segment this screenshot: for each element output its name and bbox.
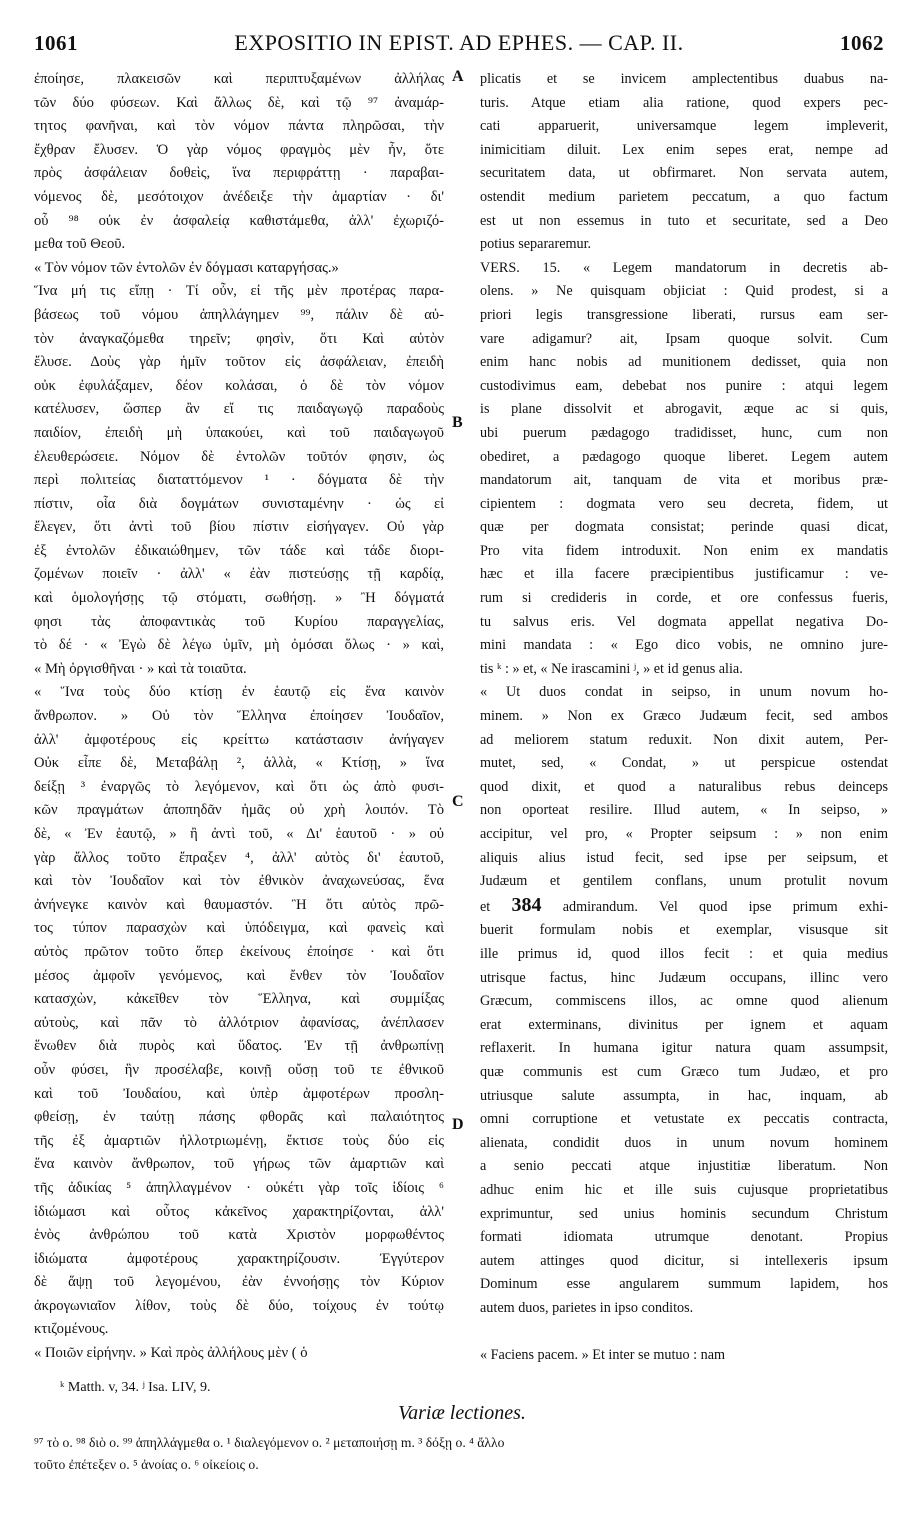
latin-text-line: utrisque factus, hinc Judæum occupans, illinc vero (480, 969, 888, 986)
greek-text-line: φθείσῃ, ἐν ταύτῃ πάσης φθορᾶς καὶ παλαιότητος (34, 1109, 444, 1126)
latin-text-line: a senio peccati atque injustitiæ liberatum. Non (480, 1158, 888, 1175)
latin-text-line: vare adigamur? ait, Ipsam quoque solvit. Cum (480, 330, 888, 347)
latin-text-line: hæc et illa facere præcipientibus justificamur : ve- (480, 566, 888, 583)
greek-text-line: ἀκρογωνιαῖον λίθον, τοὺς δὲ δύο, τοίχους ἐν τούτῳ (34, 1297, 444, 1314)
latin-text-line: quæ communis est cum Græco tum Judæo, et pro (480, 1063, 888, 1080)
latin-text-line: non oporteat resilire. Illud autem, « In seipso, » (480, 802, 888, 819)
latin-text-line: obediret, a pædagogo quoque liberet. Legem autem (480, 448, 888, 465)
greek-text-line: ἰδιώμασι καὶ οὗτος κἀκεῖνος χαρακτηρίζονται, ἀλλ' (34, 1203, 444, 1220)
latin-text-line: utriusque salute assumpta, in hac, inquam, ab (480, 1087, 888, 1104)
latin-text-line: aliquis alius istud fecit, sed ipse per seipsum, et (480, 849, 888, 866)
latin-text-line: priori legis transgressione liberati, rursus eam ser- (480, 306, 888, 323)
greek-text-line: ἐλευθερώσειε. Νόμον δὲ ἐντολῶν τοῦτόν φησιν, ὡς (34, 448, 444, 465)
greek-text-line: ἑνὸς ἀνθρώπου τοῦ κατὰ Χριστὸν μορφωθέντος (34, 1227, 444, 1244)
greek-text-line: περὶ πολιτείας διαταττόμενον ¹ · δόγματα δὲ τὴν (34, 472, 444, 489)
latin-text-line: enim hanc nobis ad munitionem dedisset, quia non (480, 354, 888, 371)
margin-letter-c: C (452, 793, 464, 810)
greek-text-line: καὶ τὸν Ἰουδαῖον καὶ τὸν ἐθνικὸν ἀναχωνεύσας, ἕνα (34, 873, 444, 890)
latin-text-line: securitatem data, ut obfirmaret. Non servata autem, (480, 165, 888, 182)
latin-text-line: omni corruptione et vetustate ex peccatis contracta, (480, 1111, 888, 1128)
latin-text-line: tu salvus eris. Vel dogmata appellat negativa Do- (480, 613, 888, 630)
latin-text-line: Dominum esse angularem summum lapidem, hos (480, 1276, 888, 1293)
latin-text-line: erat exterminans, divinitus per ignem et aquam (480, 1016, 888, 1033)
latin-text-line: inimicitiam diluit. Lex enim sepes erat, nempe ad (480, 141, 888, 158)
greek-text-line: φησι τὰς ἀποφαντικὰς τοῦ Κυρίου παραγγελίας, (34, 613, 444, 630)
margin-letter-d: D (452, 1116, 464, 1133)
latin-text-column (480, 68, 888, 1368)
greek-text-line: καὶ ὁμολογήσῃς τῷ στόματι, σωθήσῃ. » Ἢ δόγματά (34, 590, 444, 607)
greek-text-line: δὲ, « Ἐν ἑαυτῷ, » ἢ ἀντὶ τοῦ, « Δι' ἑαυτοῦ · » οὐ (34, 826, 444, 842)
latin-text-line: Græcum, commiscens illos, ac omne quod alienum (480, 993, 888, 1010)
greek-text-line: « Μὴ ὀργισθῆναι · » καὶ τὰ τοιαῦτα. (34, 660, 247, 677)
greek-text-line: ἰδιώματα ἀμφοτέρους χαρακτηρίζουσιν. Ἐγγύτερον (34, 1250, 444, 1267)
latin-text-line: « Ut duos condat in seipso, in unum novum ho- (480, 684, 888, 701)
greek-text-line: ἔλεγεν, ὅτι ἀντὶ τοῦ βίου πίστιν εἰσήγαγεν. Οὐ γὰρ (34, 519, 444, 536)
latin-text-line: ad meliorem statum reduxit. Non dixit autem, Per- (480, 731, 888, 748)
greek-text-line: νόμενος δὲ, μεσότοιχον ἀνέδειξε τὴν ἁμαρτίαν · δι' (34, 188, 444, 205)
greek-text-line: ἀνήνεγκε καινὸν καὶ θαυμαστόν. Ἢ ὅτι αὐτὸς πρῶ- (34, 896, 444, 913)
latin-text-line: formati idiomata utrumque denotant. Propius (480, 1229, 888, 1246)
greek-text-line: ἕνωθεν διὰ πυρὸς καὶ ὕδατος. Ἐν τῇ ἀνθρωπίνῃ (34, 1038, 444, 1055)
greek-text-line: πρὸς ἀσφάλειαν δοθεὶς, ἵνα περιφράττῃ · παραβαι- (34, 165, 444, 182)
greek-text-line: « Ποιῶν εἰρήνην. » Καὶ πρὸς ἀλλήλους μὲν ( ὁ (34, 1345, 308, 1362)
greek-text-line: κῶν πραγμάτων ἀποπηδᾶν ἡμᾶς οὐ χρὴ λοιπόν. Τὸ (34, 802, 444, 819)
latin-text-line: rum si credideris in corde, et ore confessus fueris, (480, 590, 888, 607)
greek-text-line: Οὐκ εἶπε δὲ, Μεταβάλῃ ², ἀλλὰ, « Κτίσῃ, » ἵνα (34, 755, 444, 772)
variant-readings (34, 1432, 884, 1476)
greek-text-line: πίστιν, οἷα διὰ δογμάτων συνισταμένην · ὡς εἰ (34, 495, 444, 512)
greek-text-line: καὶ τοῦ Ἰουδαίου, καὶ ὑπὲρ ἀμφοτέρων προσλη- (34, 1085, 444, 1102)
greek-text-line: ἕνα καινὸν ἄνθρωπον, τοῦ γήρως τῶν ἁμαρτιῶν καὶ (34, 1156, 444, 1173)
greek-text-line: ἐξ ἐντολῶν ἐδικαιώθημεν, τῶν τάδε καὶ τάδε διορι- (34, 542, 444, 559)
latin-text-line: adhuc enim hic et ille suis cujusque proprietatibus (480, 1181, 888, 1198)
greek-text-line: οὐκ ἐφυλάξαμεν, δέον κολάσαι, ὁ δὲ τὸν νόμον (34, 377, 444, 394)
latin-text-line: VERS. 15. « Legem mandatorum in decretis ab- (480, 259, 888, 276)
latin-text-line: accipitur, vel pro, « Propter seipsum : » non enim (480, 826, 888, 842)
latin-text-line: plicatis et se invicem amplectentibus duabus na- (480, 71, 888, 87)
latin-text-line: alienata, condidit duos in unum novum hominem (480, 1134, 888, 1151)
latin-text-line: autem duos, parietes in ipso conditos. (480, 1299, 694, 1316)
latin-text-line: « Faciens pacem. » Et inter se mutuo : nam (480, 1347, 726, 1364)
latin-text-line: Pro vita fidem introduxit. Non enim ex mandatis (480, 542, 888, 559)
greek-text-line: τῆς ἀδικίας ⁵ ἀπηλλαγμένον · οὐκέτι γὰρ τοῖς ἰδίοις ⁶ (34, 1179, 444, 1196)
greek-text-line: βάσεως τοῦ νόμου ἀπηλλάγημεν ⁹⁹, πάλιν δὲ αὐ- (34, 306, 444, 323)
latin-text-line: ille primus id, quod illos fecit : et quia medius (480, 945, 888, 962)
folio-marker: 384 (511, 893, 542, 916)
greek-text-line: τὸ δέ · « Ἐγὼ δὲ λέγω ὑμῖν, μὴ ὀμόσαι ὅλως · » καὶ, (34, 637, 444, 654)
variae-lectiones-title: Variæ lectiones. (398, 1402, 526, 1424)
greek-text-line: οὗ ⁹⁸ οὐκ ἐν ἀσφαλείᾳ καθιστάμεθα, ἀλλ' ἐχωριζό- (34, 212, 444, 229)
greek-text-line: ἄνθρωπον. » Οὐ τὸν Ἕλληνα ἐποίησεν Ἰουδαῖον, (34, 708, 444, 725)
margin-letter-b: B (452, 414, 463, 431)
greek-text-line: γὰρ ἄλλος τοῦτο ἔπραξεν ⁴, ἀλλ' αὐτὸς δι' ἑαυτοῦ, (34, 849, 444, 866)
latin-text-line: mutet, sed, « Condat, » ut perspicue ostendat (480, 755, 888, 772)
greek-text-line: κατέλυσεν, ὥσπερ ἂν εἴ τις παιδαγωγῷ παραδοὺς (34, 401, 444, 418)
greek-text-line: τὸν ἀναγκαζόμεθα τηρεῖν; φησὶν, ὅτι Καὶ αὐτὸν (34, 330, 444, 347)
latin-text-line: autem attinges quod dicitur, si intellexeris ipsum (480, 1252, 888, 1269)
variant-line: τοῦτο ἐπέτεξεν ο. ⁵ ἀνοίας ο. ⁶ οἰκείοις ο. (34, 1457, 259, 1472)
latin-text-line: quæ per dogmata consistat; perinde quasi dicat, (480, 519, 888, 536)
latin-text-line: cipientem : dogmata vero seu decreta, fidem, ut (480, 495, 888, 512)
latin-text-line: exprimuntur, sed unius hominis secundum Christum (480, 1205, 888, 1222)
margin-letter-a: A (452, 68, 464, 85)
latin-text-line: ubi puerum pædagogo tradidisset, hunc, cum non (480, 424, 888, 441)
latin-text-line: et 384 admirandum. Vel quod ipse primum exhi- (480, 893, 888, 916)
latin-text-line: reflaxerit. In humana igitur natura quam assumpsit, (480, 1040, 888, 1057)
greek-text-line: αὐτοὺς, καὶ πᾶν τὸ ἀλλότριον ἀφανίσας, ἀνέπλασεν (34, 1014, 444, 1031)
latin-text-line: quod dixit, et quod a naturalibus rebus deinceps (480, 778, 888, 795)
greek-text-line: τητος φανῆναι, καὶ τὸν νόμον πάντα πληρῶσαι, τὴν (34, 118, 444, 135)
greek-text-line: τος τύπον παρασχὼν καὶ ὑπόδειγμα, καὶ φανεὶς καὶ (34, 920, 444, 937)
latin-text-line: est ut non essemus in tuto et securitate, sed a Deo (480, 212, 888, 229)
greek-text-line: ζομένων ποιεῖν · ἀλλ' « ἐὰν πιστεύσῃς τῇ καρδίᾳ, (34, 566, 444, 583)
latin-text-line: tis ᵏ : » et, « Ne irascamini ʲ, » et id genus alia. (480, 660, 743, 677)
greek-text-line: τῆς ἐξ ἁμαρτιῶν ἠλλοτριωμένῃ, ἔκτισε τοὺς δύο εἰς (34, 1132, 444, 1149)
latin-text-line: buerit formulam nobis et exemplar, visusque sit (480, 922, 888, 939)
latin-text-line: ostendit medium parietem peccatum, a quo factum (480, 188, 888, 205)
greek-text-line: ἔλυσε. Δοὺς γὰρ ἡμῖν τοῦτον εἰς ἀσφάλειαν, ἐπειδὴ (34, 354, 444, 371)
page-header (34, 30, 884, 60)
greek-text-line: ἐποίησε, πλακεισῶν καὶ περιπτυξαμένων ἀλλήλας (34, 71, 444, 87)
greek-text-line: « Τὸν νόμον τῶν ἐντολῶν ἐν δόγμασι καταργήσας.» (34, 259, 339, 276)
latin-text-line (480, 1320, 888, 1344)
greek-text-line: « Ἵνα τοὺς δύο κτίσῃ ἐν ἑαυτῷ εἰς ἕνα καινὸν (34, 684, 444, 701)
greek-text-line: κατασχὼν, κἀκεῖθεν τὸν Ἕλληνα, καὶ συμμίξας (34, 991, 444, 1008)
latin-text-line: olens. » Ne quisquam objiciat : Quid prodest, si a (480, 283, 888, 300)
variant-line: ⁹⁷ τὸ ο. ⁹⁸ διὸ ο. ⁹⁹ ἀπηλλάγμεθα ο. ¹ διαλεγόμενον ο. ² μεταποιήσῃ m. ³ δόξῃ ο. ⁴ ἄλλο (34, 1435, 505, 1450)
page-number-left: 1061 (34, 31, 78, 55)
greek-text-line: δείξῃ ³ ἐναργῶς τὸ λεγόμενον, καὶ ὅτι ὡς ἀπὸ φυσι- (34, 778, 444, 795)
latin-text-line: potius separaremur. (480, 236, 592, 253)
latin-text-line: custodivimus eam, debebat nos punire : atqui legem (480, 377, 888, 394)
greek-text-line: τῶν δύο φύσεων. Καὶ ἄλλως δὲ, καὶ τῷ ⁹⁷ ἀναμάρ- (34, 94, 444, 111)
running-title: EXPOSITIO IN EPIST. AD EPHES. — CAP. II. (234, 30, 684, 55)
greek-text-line: μεθα τοῦ Θεοῦ. (34, 236, 126, 253)
greek-text-line: αὐτὸς πρῶτον τοῦτο ὅπερ ἐκείνους ἐποίησε · καὶ ὅτι (34, 943, 444, 960)
greek-text-line: κτιζομένους. (34, 1321, 109, 1338)
greek-text-line: δὲ ἅψῃ τοῦ λεγομένου, ἐὰν ἐννοήσῃς τὸν Κύριον (34, 1274, 444, 1291)
greek-text-line: Ἵνα μή τις εἴπῃ · Τί οὖν, εἰ τῆς μὲν προτέρας παρα- (34, 283, 444, 300)
greek-text-column (34, 68, 444, 1366)
greek-text-line: μέσος ἀμφοῖν γενόμενος, καὶ ἔνθεν τὸν Ἰουδαῖον (34, 967, 444, 984)
greek-text-line: ἀλλ' ἀμφοτέρους εἰς κρείττω κατάστασιν ἀνήγαγεν (34, 731, 444, 748)
greek-text-line: οὖν φύσει, ἣν προσέλαβε, κοινῇ οὔσῃ τοῦ τε ἐθνικοῦ (34, 1061, 444, 1078)
latin-text-line: mandatorum ait, tanquam de vita et moribus præ- (480, 472, 888, 489)
latin-text-line: cati apparuerit, universamque legem impleverit, (480, 118, 888, 135)
latin-text-line: is plane dissolvit et abrogavit, æque ac si quis, (480, 401, 888, 418)
page-number-right: 1062 (839, 31, 884, 55)
latin-text-line: mini mandata : « Ego dico vobis, ne omnino jure- (480, 637, 888, 654)
greek-text-line: παιδίον, ἐπειδὴ μὴ ὑπακούει, καὶ τοῦ παιδαγωγοῦ (34, 424, 444, 441)
latin-text-line: Judæum et gentilem conflans, unum protulit novum (480, 873, 888, 890)
scripture-footnotes: ᵏ Matth. v, 34. ʲ Isa. LIV, 9. (60, 1380, 211, 1395)
latin-text-line: minem. » Non ex Græco Judæum fecit, sed ambos (480, 708, 888, 725)
greek-text-line: ἔχθραν ἔλυσεν. Ὁ γὰρ νόμος φραγμὸς μὲν ἦν, ὅτε (34, 141, 444, 158)
latin-text-line: turis. Atque etiam alia ratione, quod expers pec- (480, 94, 888, 111)
